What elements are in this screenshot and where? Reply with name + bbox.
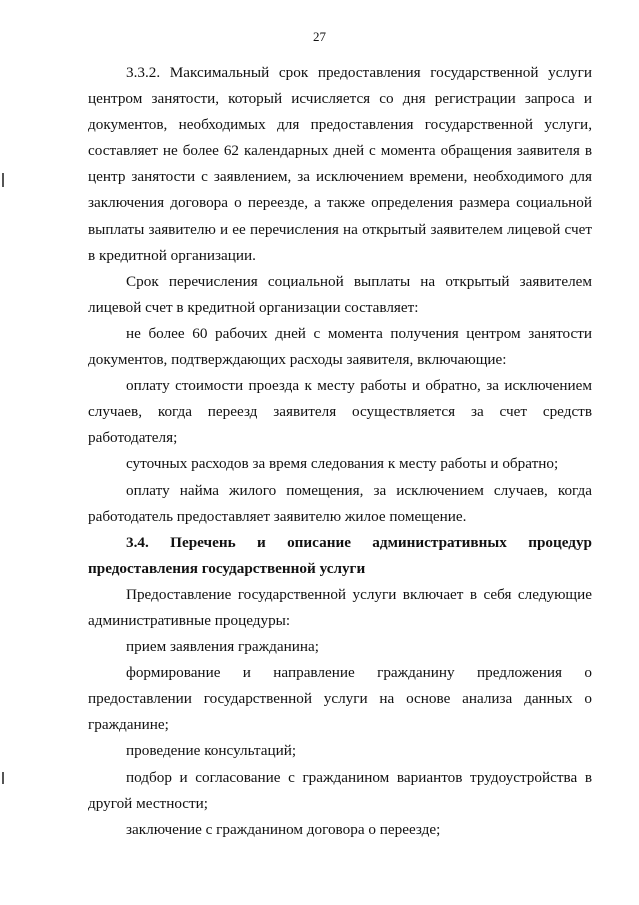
paragraph-daily-expenses: суточных расходов за время следования к месту работы и обратно;	[126, 455, 559, 473]
scan-edge-mark	[2, 772, 4, 784]
section-heading-3-4: 3.4. Перечень и описание административных процедур предоставления государственной услуги	[88, 533, 592, 577]
paragraph-housing-rent: оплату найма жилого помещения, за исключением случаев, когда работодатель предоставляет заявителю жилое помещение.	[88, 481, 592, 525]
document-body	[88, 60, 592, 843]
procedure-item: прием заявления гражданина;	[126, 638, 319, 656]
paragraph-procedures-intro: Предоставление государственной услуги включает в себя следующие административные процедуры:	[88, 585, 592, 629]
paragraph-3-3-2: 3.3.2. Максимальный срок предоставления государственной услуги центром занятости, который исчисляется со дня регистрации запроса и документов, необходимых для предоставления государственной услуги, составляет не более 62 календарных дней с момента обращения заявителя в центр занятости с заявлением, за исключением времени, необходимого для заключения договора о переезде, а также определения размера социальной выплаты заявителю и ее перечисления на открытый заявителем лицевой счет в кредитной организации.	[88, 64, 592, 264]
paragraph-60-days: не более 60 рабочих дней с момента получения центром занятости документов, подтверждающих расходы заявителя, включающие:	[88, 324, 592, 369]
procedure-item: заключение с гражданином договора о переезде;	[126, 820, 441, 838]
procedure-item: проведение консультаций;	[126, 742, 297, 760]
procedure-item: формирование и направление гражданину предложения о предоставлении государственной услуги на основе анализа данных о гражданине;	[88, 664, 592, 734]
procedure-item: подбор и согласование с гражданином вариантов трудоустройства в другой местности;	[88, 768, 592, 812]
page-number: 27	[313, 29, 326, 44]
paragraph-transfer-term: Срок перечисления социальной выплаты на открытый заявителем лицевой счет в кредитной организации составляет:	[88, 272, 592, 316]
paragraph-travel-cost: оплату стоимости проезда к месту работы и обратно, за исключением случаев, когда переезд заявителя осуществляется за счет средств работодателя;	[88, 377, 592, 447]
scan-edge-mark	[2, 173, 4, 187]
